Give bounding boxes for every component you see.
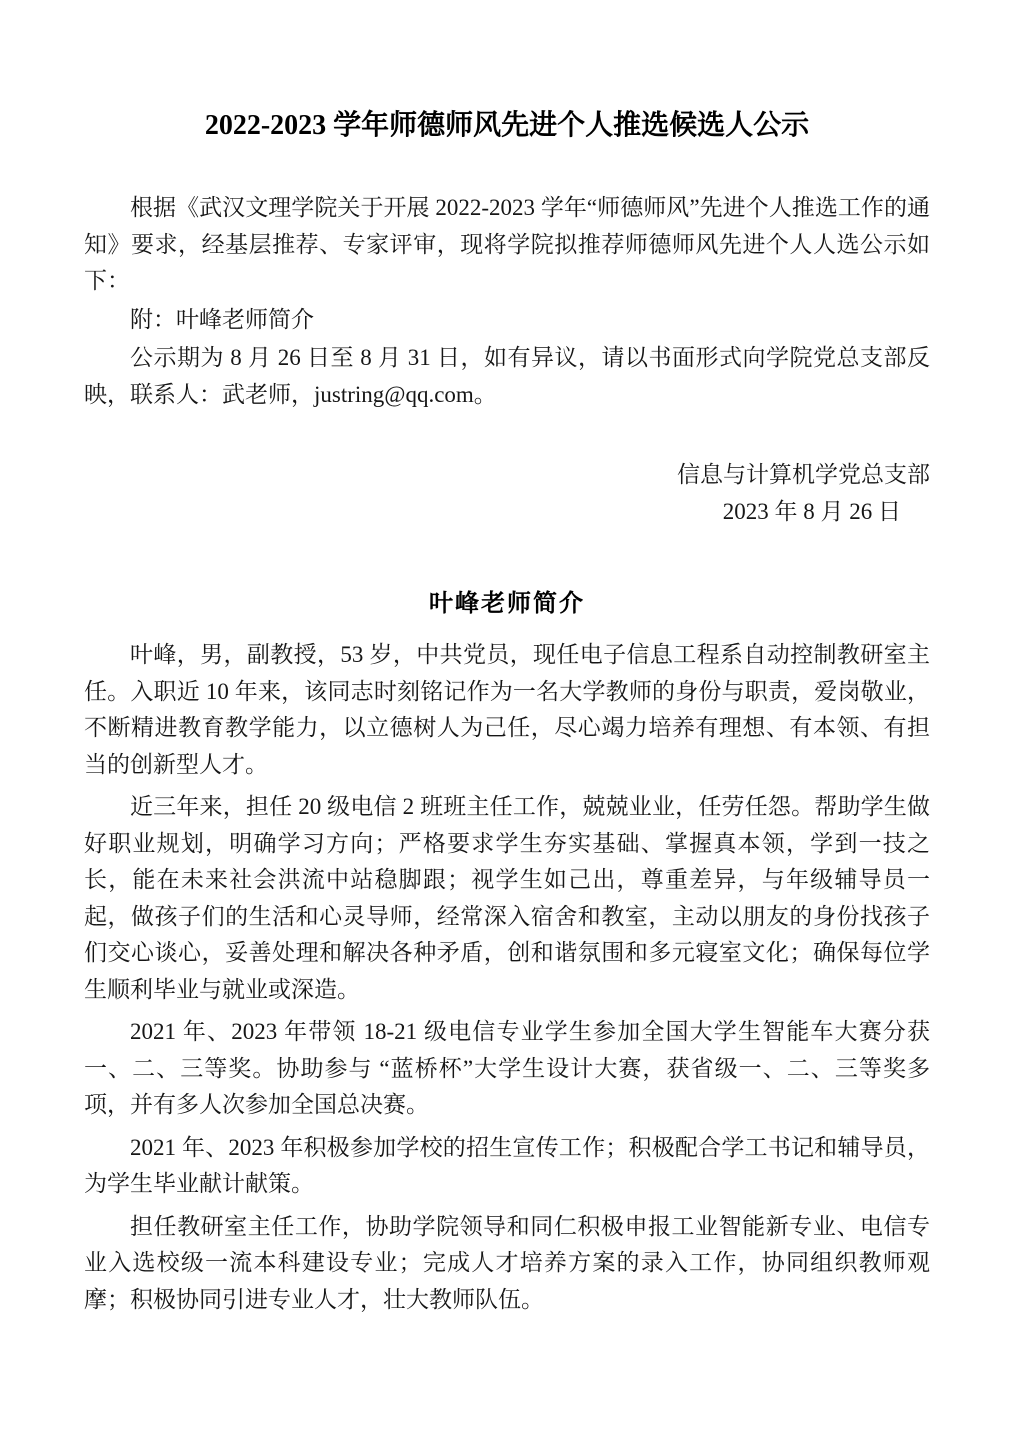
profile-paragraph-2: 近三年来，担任 20 级电信 2 班班主任工作，兢兢业业，任劳任怨。帮助学生做好职业规划，明确学习方向；严格要求学生夯实基础、掌握真本领，学到一技之长，能在未来社会洪流中站稳脚跟；视学生如己出，尊重差异，与年级辅导员一起，做孩子们的生活和心灵导师，经常深入宿舍和教室，主动以朋友的身份找孩子们交心谈心，妥善处理和解决各种矛盾，创和谐氛围和多元寝室文化；确保每位学生顺利毕业与就业或深造。 xyxy=(84,794,930,1002)
profile-heading: 叶峰老师简介 xyxy=(429,591,585,617)
signature-date: 2023 年 8 月 26 日 xyxy=(722,498,901,524)
page-title: 2022-2023 学年师德师风先进个人推选候选人公示 xyxy=(204,110,810,141)
signature-organization: 信息与计算机学党总支部 xyxy=(677,462,930,487)
intro-paragraph: 根据《武汉文理学院关于开展 2022-2023 学年“师德师风”先进个人推选工作的通知》要求，经基层推荐、专家评审，现将学院拟推荐师德师风先进个人人选公示如下： xyxy=(84,195,930,293)
signature-block xyxy=(84,457,930,530)
publicity-paragraph: 公示期为 8 月 26 日至 8 月 31 日，如有异议，请以书面形式向学院党总支部反映，联系人：武老师，justring@qq.com。 xyxy=(84,345,930,407)
profile-paragraph-4: 2021 年、2023 年积极参加学校的招生宣传工作；积极配合学工书记和辅导员，为学生毕业献计献策。 xyxy=(84,1134,930,1196)
profile-paragraph-1: 叶峰，男，副教授，53 岁，中共党员，现任电子信息工程系自动控制教研室主任。入职近 10 年来，该同志时刻铭记作为一名大学教师的身份与职责，爱岗敬业，不断精进教育教学能力，以立德树人为己任，尽心竭力培养有理想、有本领、有担当的创新型人才。 xyxy=(84,642,930,777)
profile-paragraph-3: 2021 年、2023 年带领 18-21 级电信专业学生参加全国大学生智能车大赛分获一、二、三等奖。协助参与 “蓝桥杯”大学生设计大赛，获省级一、二、三等奖多项，并有多人次参加全国总决赛。 xyxy=(84,1019,930,1117)
attachment-note: 附：叶峰老师简介 xyxy=(130,306,314,332)
profile-paragraph-5: 担任教研室主任工作，协助学院领导和同仁积极申报工业智能新专业、电信专业入选校级一流本科建设专业；完成人才培养方案的录入工作，协同组织教师观摩；积极协同引进专业人才，壮大教师队伍。 xyxy=(84,1213,930,1312)
